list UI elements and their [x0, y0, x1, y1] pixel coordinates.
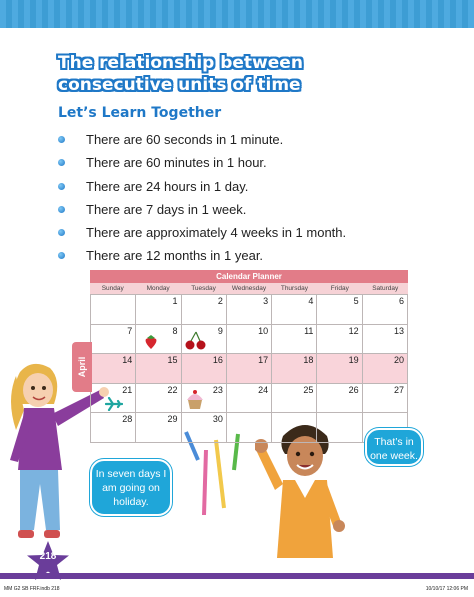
- calendar-day: 23: [182, 384, 227, 414]
- bullet-icon: [58, 252, 65, 259]
- calendar-day: 1: [136, 295, 181, 325]
- facts-list: [58, 128, 346, 268]
- calendar-day: [272, 413, 317, 443]
- calendar-day: 30: [182, 413, 227, 443]
- bullet-icon: [58, 206, 65, 213]
- calendar-day: 10: [227, 325, 272, 355]
- list-item: There are 7 days in 1 week.: [58, 198, 346, 221]
- calendar-day: 2: [182, 295, 227, 325]
- list-item: There are 60 seconds in 1 minute.: [58, 128, 346, 151]
- calendar-day: 7: [91, 325, 136, 355]
- calendar-day: 27: [363, 384, 408, 414]
- speech-bubble-girl: In seven days I am going on holiday.: [90, 459, 172, 516]
- weekday-label: Monday: [146, 285, 170, 292]
- calendar-day: [317, 413, 362, 443]
- airplane-icon: [105, 397, 123, 411]
- calendar-day: 9: [182, 325, 227, 355]
- calendar-day: 21: [91, 384, 136, 414]
- calendar-day: 22: [136, 384, 181, 414]
- month-tab: April: [72, 342, 92, 392]
- calendar-day: [227, 413, 272, 443]
- page-number: 218: [39, 551, 57, 562]
- list-item: There are 12 months in 1 year.: [58, 244, 346, 267]
- calendar-day: 8: [136, 325, 181, 355]
- footer-timestamp: 10/10/17 12:06 PM: [425, 586, 468, 592]
- section-heading: Let’s Learn Together: [58, 105, 222, 121]
- calendar-day: 13: [363, 325, 408, 355]
- calendar-day: 15: [136, 354, 181, 384]
- calendar-day: 17: [227, 354, 272, 384]
- page-title: The relationship between consecutive units of time: [58, 53, 303, 95]
- bullet-icon: [58, 183, 65, 190]
- calendar-day: 18: [272, 354, 317, 384]
- footer-file-info: MM G2 SB FRF.indb 218: [4, 586, 60, 592]
- list-item: There are approximately 4 weeks in 1 month.: [58, 221, 346, 244]
- calendar-week: [91, 295, 408, 325]
- calendar-day: 28: [91, 413, 136, 443]
- calendar-day: 6: [363, 295, 408, 325]
- speech-bubble-boy: That’s in one week.: [365, 428, 423, 466]
- weekday-label: Tuesday: [191, 285, 216, 292]
- bullet-icon: [58, 159, 65, 166]
- bullet-icon: [58, 229, 65, 236]
- weekday-label: Sunday: [101, 285, 124, 292]
- calendar-week: [91, 413, 408, 443]
- pencils-illustration: [176, 430, 246, 520]
- calendar-day: 25: [272, 384, 317, 414]
- calendar-day: 11: [272, 325, 317, 355]
- top-banner: [0, 0, 474, 28]
- strawberry-icon: [144, 334, 158, 350]
- calendar-week: [91, 384, 408, 414]
- weekday-label: Saturday: [372, 285, 399, 292]
- calendar-week: [91, 325, 408, 355]
- calendar-week-highlighted: [91, 354, 408, 384]
- calendar-day: 16: [182, 354, 227, 384]
- list-item: There are 60 minutes in 1 hour.: [58, 151, 346, 174]
- weekday-label: Thursday: [280, 285, 308, 292]
- weekday-label: Wednesday: [231, 285, 267, 292]
- calendar-day: 29: [136, 413, 181, 443]
- calendar-day: 4: [272, 295, 317, 325]
- calendar-day: 19: [317, 354, 362, 384]
- calendar-day: 3: [227, 295, 272, 325]
- list-item: There are 24 hours in 1 day.: [58, 175, 346, 198]
- calendar-day: 20: [363, 354, 408, 384]
- cherries-icon: [184, 331, 208, 351]
- calendar-day: 5: [317, 295, 362, 325]
- calendar-weekday-header: [90, 283, 408, 294]
- calendar-day: 24: [227, 384, 272, 414]
- bottom-band: [0, 573, 474, 579]
- calendar-planner: [90, 270, 408, 443]
- calendar-day: [91, 295, 136, 325]
- calendar-title: Calendar Planner: [90, 270, 408, 283]
- calendar-day: 12: [317, 325, 362, 355]
- weekday-label: Friday: [330, 285, 349, 292]
- calendar-day: 26: [317, 384, 362, 414]
- calendar-grid: [90, 294, 408, 443]
- cupcake-icon: [184, 388, 206, 410]
- bullet-icon: [58, 136, 65, 143]
- calendar-day: 14: [91, 354, 136, 384]
